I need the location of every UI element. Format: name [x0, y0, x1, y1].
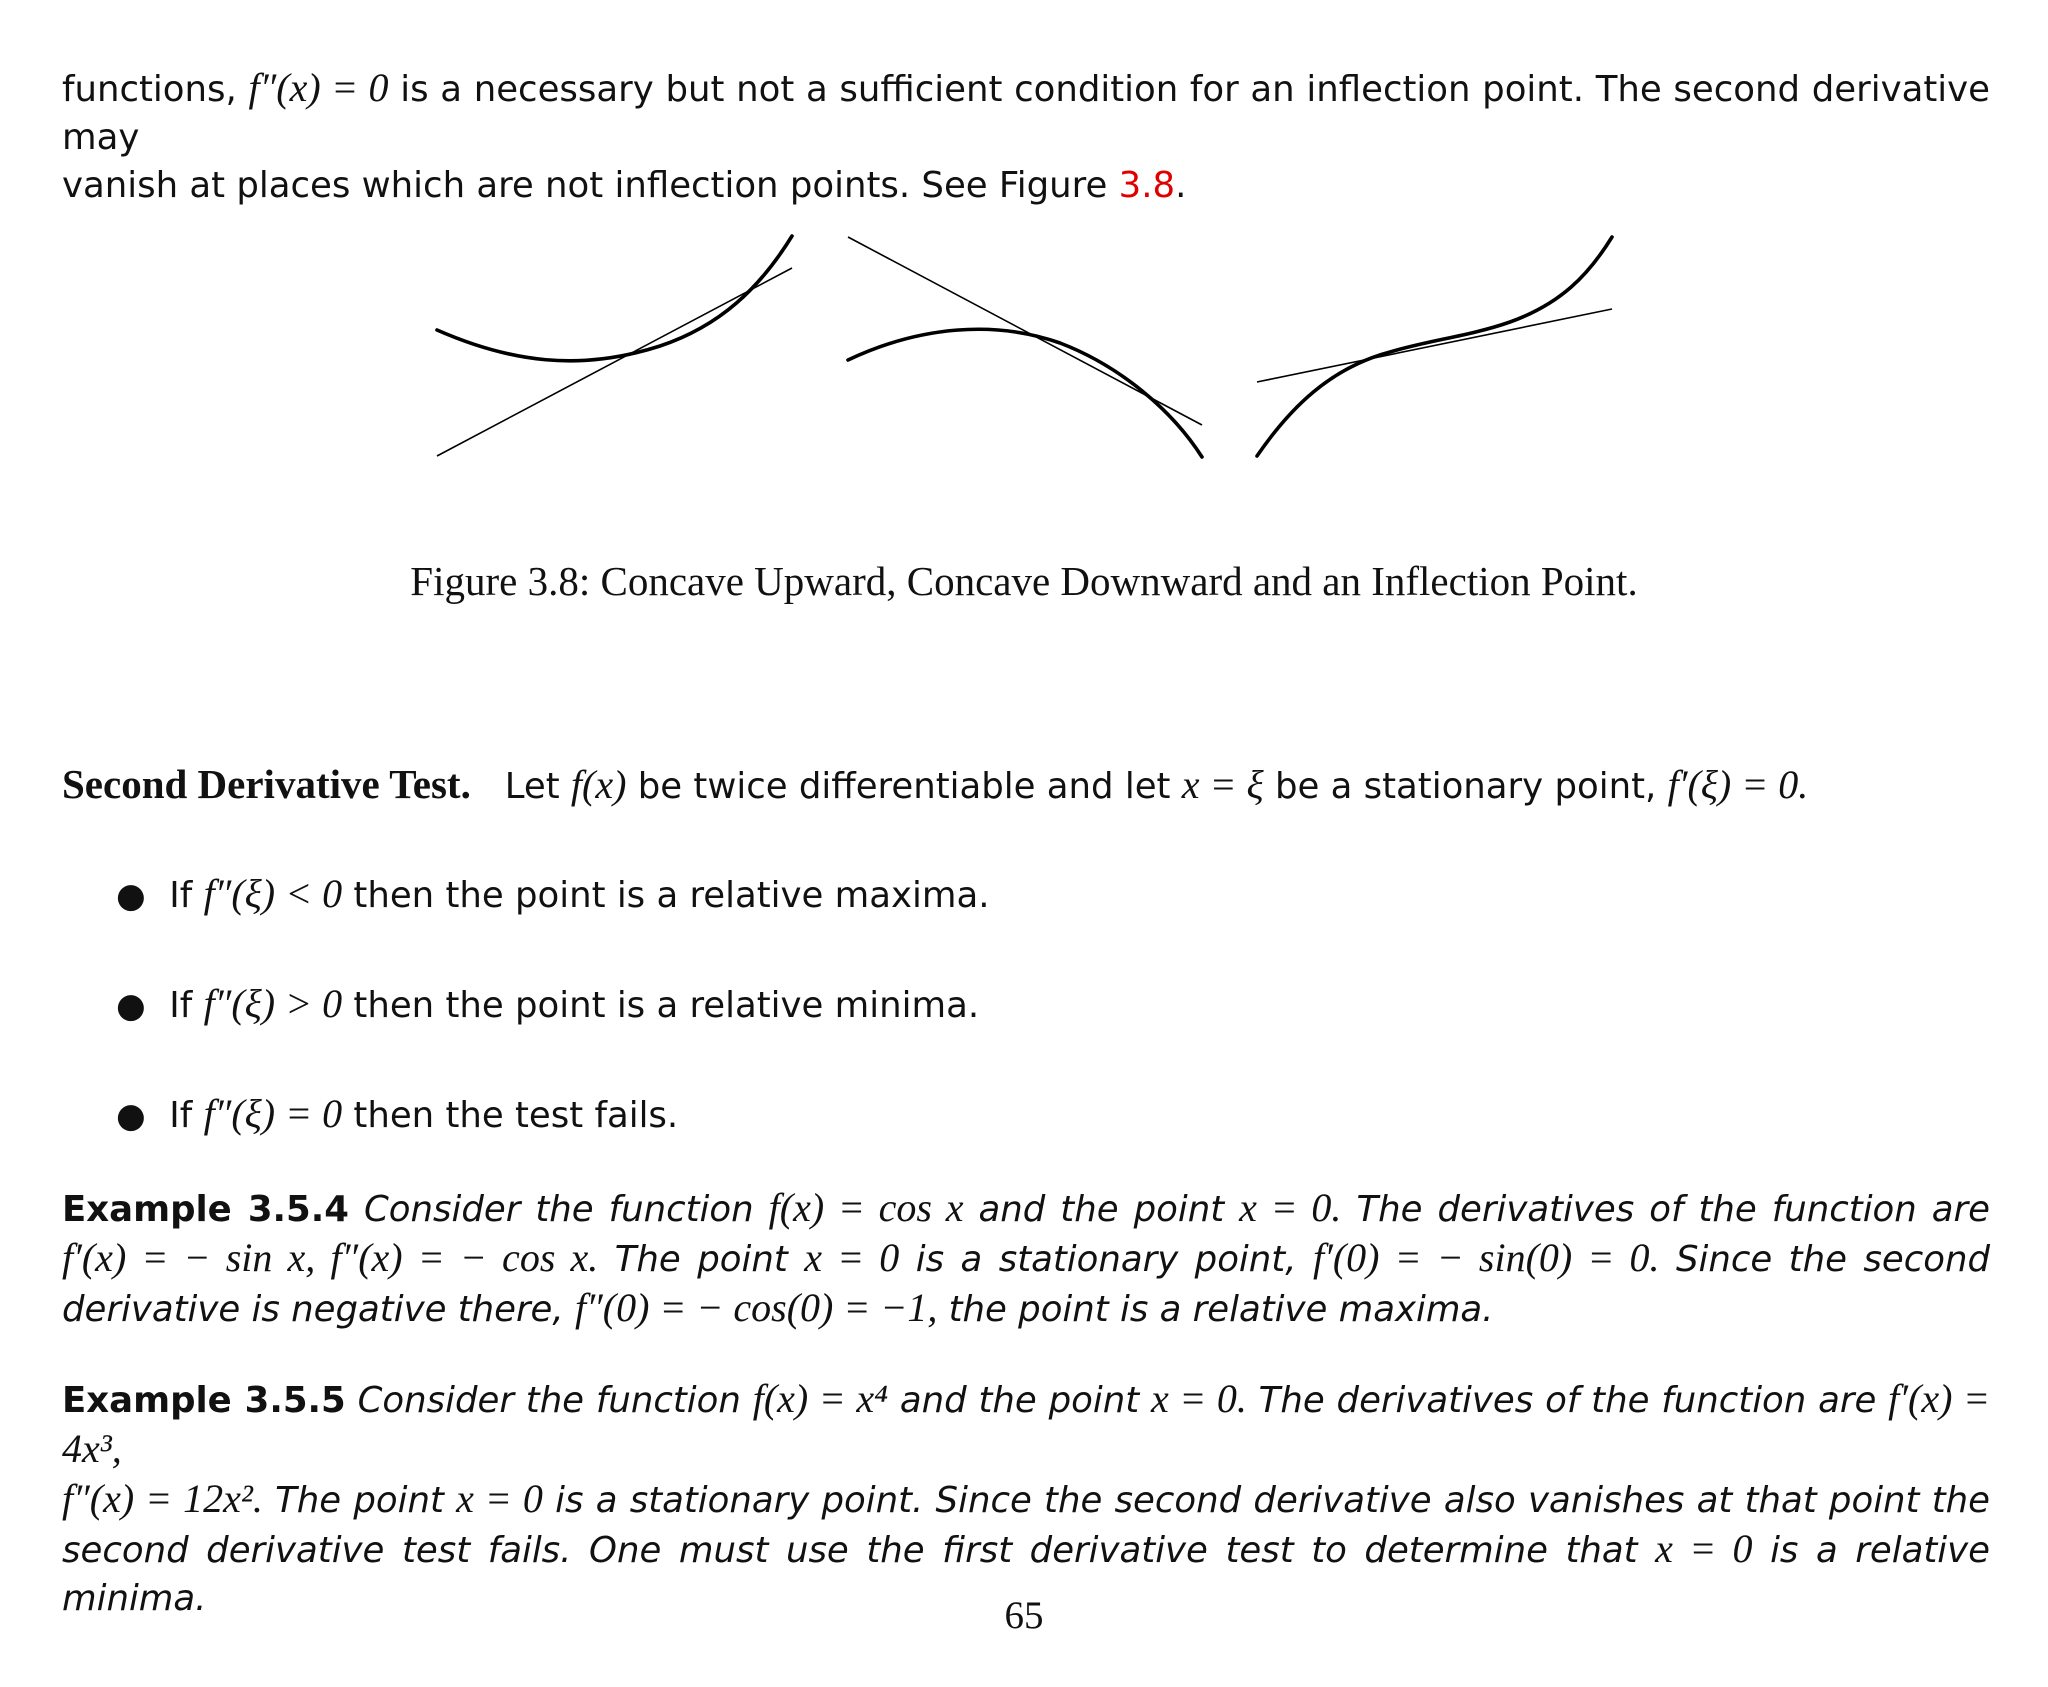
math-inline: x = 0 — [804, 1235, 900, 1280]
inflection-tangent — [1257, 309, 1612, 382]
bullet-icon: ● — [116, 986, 146, 1026]
math-inline: f′(x) = 4x³, — [62, 1376, 1990, 1471]
example-line: derivative is negative there, f″(0) = − cos(0) = −1, the point is a relative maxima. — [62, 1285, 1494, 1330]
concave-upward-curve — [437, 236, 792, 361]
example-line: f″(x) = 12x². The point x = 0 is a stationary point. Since the second derivative also vanishes at that point the — [62, 1476, 1990, 1521]
inflection-point-plot — [1257, 237, 1612, 456]
math-inline: f″(x) = 12x². — [62, 1476, 263, 1521]
example-line: second derivative test fails. One must use the first derivative test to determine that x = 0 is a relative minima. — [62, 1526, 1990, 1619]
example-line: f′(x) = − sin x, f″(x) = − cos x. The point x = 0 is a stationary point, f′(0) = − sin(0) = 0. Since the second — [62, 1235, 1990, 1280]
bullet-icon: ● — [116, 1096, 146, 1136]
concave-upward-tangent — [437, 268, 792, 456]
example-label: Example 3.5.5 — [62, 1380, 346, 1421]
math-inline: f″(ξ) < 0 — [203, 871, 343, 916]
math-inline: f′(x) = − sin x, f″(x) = − cos x. — [62, 1235, 599, 1280]
math-inline: x = 0. — [1150, 1376, 1247, 1421]
inflection-curve — [1257, 237, 1612, 456]
math-inline: f″(ξ) = 0 — [203, 1091, 343, 1136]
section-heading: Second Derivative Test. — [62, 761, 471, 807]
math-inline: x = 0 — [1655, 1526, 1753, 1571]
math-inline: x = 0. — [1239, 1185, 1342, 1230]
second-derivative-test-statement: Second Derivative Test. Let f(x) be twice differentiable and let x = ξ be a stationary point, f′(ξ) = 0. — [62, 761, 1809, 807]
example-3-5-4 — [62, 1184, 1990, 1334]
math-inline: f(x) = x⁴ — [752, 1376, 889, 1421]
math-inline: f″(0) = − cos(0) = −1, — [574, 1285, 938, 1330]
concave-upward-plot — [437, 236, 792, 456]
math-inline: f′(ξ) = 0. — [1667, 762, 1809, 807]
bullet-icon: ● — [116, 876, 146, 916]
figure-reference-link[interactable]: 3.8 — [1118, 165, 1176, 206]
math-inline: x = 0 — [456, 1476, 543, 1521]
bullet-item: ● If f″(ξ) > 0 then the point is a relative minima. — [116, 980, 1916, 1030]
bullet-item: ● If f″(ξ) < 0 then the point is a relative maxima. — [116, 870, 1916, 920]
figure-caption: Figure 3.8: Concave Upward, Concave Downward and an Inflection Point. — [410, 558, 1638, 604]
example-line: Example 3.5.5 Consider the function f(x) = x⁴ and the point x = 0. The derivatives of the function are f′(x) = 4x³, — [62, 1376, 1990, 1471]
example-label: Example 3.5.4 — [62, 1189, 349, 1230]
intro-paragraph — [62, 64, 1990, 210]
example-3-5-5 — [62, 1375, 1990, 1623]
math-inline: f(x) — [570, 762, 627, 807]
intro-line-1: functions, f″(x) = 0 is a necessary but not a sufficient condition for an inflection point. The second derivative may — [62, 65, 1990, 158]
math-inline: f′(0) = − sin(0) = 0. — [1312, 1235, 1660, 1280]
intro-line-2: vanish at places which are not inflection points. See Figure 3.8. — [62, 165, 1187, 206]
page-number: 65 — [1004, 1594, 1044, 1637]
bullet-item: ● If f″(ξ) = 0 then the test fails. — [116, 1090, 1916, 1140]
math-inline: f″(ξ) > 0 — [203, 981, 343, 1026]
concave-downward-plot — [848, 237, 1202, 457]
concave-downward-curve — [848, 329, 1202, 457]
example-line: Example 3.5.4 Consider the function f(x) = cos x and the point x = 0. The derivatives of the function are — [62, 1185, 1990, 1230]
math-inline: f(x) = cos x — [768, 1185, 964, 1230]
math-inline: f″(x) = 0 — [248, 65, 389, 110]
math-inline: x = ξ — [1181, 762, 1264, 807]
concave-downward-tangent — [848, 237, 1202, 425]
figure-3-8 — [420, 225, 1660, 475]
